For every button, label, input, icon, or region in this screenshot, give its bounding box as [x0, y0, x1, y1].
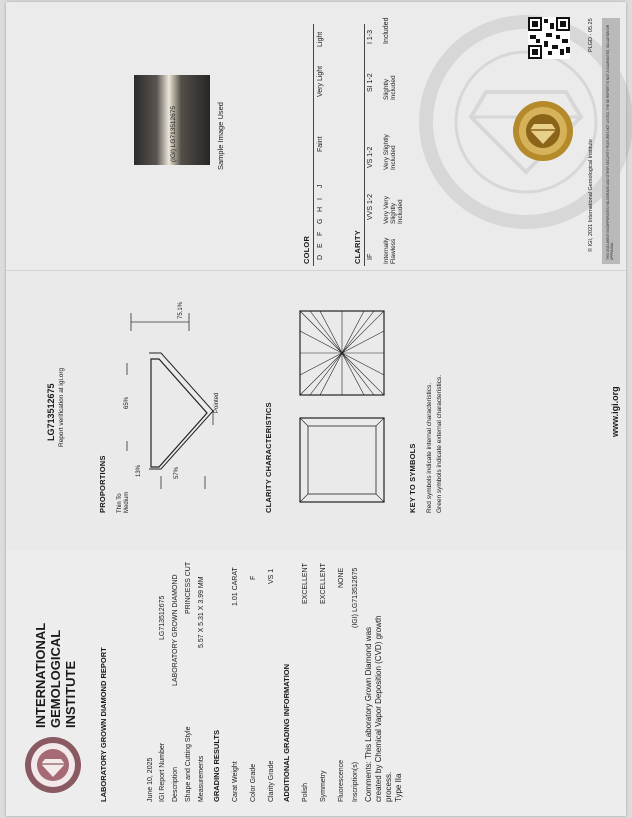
color-scale-line: [313, 24, 314, 266]
symmetry-label: Symmetry: [320, 770, 327, 802]
measurements-label: Measurements: [198, 755, 205, 802]
fluorescence-label: Fluorescence: [338, 759, 345, 802]
pavilion-depth-value: 65%: [124, 396, 130, 409]
symmetry-value: EXCELLENT: [320, 563, 327, 604]
security-note: THIS DOCUMENT INCORPORATES HOLOGRAMS AND OTHER SECURITY FEATURES NOT LISTED. THE IGI REPORT IS NOT A GUARANTEE, VALUATION OR APPRAISAL.: [606, 24, 614, 260]
igi-seal-icon: [24, 736, 82, 794]
girdle-line-1: Thin To: [117, 493, 123, 513]
report-date: June 10, 2025: [147, 757, 154, 802]
additional-info-title: ADDITIONAL GRADING INFORMATION: [282, 663, 291, 802]
grading-results-title: GRADING RESULTS: [212, 730, 221, 802]
color-desc-faint: Faint: [317, 136, 324, 152]
clarity-desc-si: Slightly Included: [383, 75, 397, 100]
color-grade-value: F: [250, 575, 257, 580]
clarity-plot-pavilion: [298, 309, 386, 397]
clarity-scale-title: CLARITY: [353, 230, 362, 264]
clarity-grade-label: Clarity Grade: [268, 760, 275, 802]
key-red-text: Red symbols indicate internal characteristics.: [426, 382, 433, 513]
proportions-title: PROPORTIONS: [98, 455, 107, 513]
fluorescence-value: NONE: [338, 567, 345, 588]
key-green-text: Green symbols indicate external characteristics.: [436, 374, 443, 513]
clarity-scale-line: [364, 24, 365, 266]
color-grade-j: J: [317, 184, 324, 188]
clarity-desc-if: Internally Flawless: [383, 237, 397, 264]
clarity-desc-vvs: Very Very Slightly Included: [383, 196, 404, 224]
clarity-grade-i: I 1-3: [367, 29, 374, 44]
copyright-text: © IGI, 2021 International Gemological Institute: [588, 139, 594, 252]
proportion-diagram: [121, 301, 221, 501]
comments-line-3: process.: [384, 771, 393, 802]
crown-height-value: 13%: [136, 464, 142, 477]
clarity-grade-vvs: VVS 1-2: [367, 193, 374, 220]
clarity-grade-vs: VS 1-2: [367, 146, 374, 168]
comments-line-2: created by Chemical Vapor Deposition (CVD) growth: [374, 615, 383, 802]
color-scale-title: COLOR: [302, 235, 311, 264]
polish-label: Polish: [302, 782, 309, 802]
website-url: www.igi.org: [610, 386, 620, 437]
measurements-value: 5.57 X 5.31 X 3.99 MM: [198, 576, 205, 648]
institute-name-line-2: GEMOLOGICAL: [48, 629, 63, 728]
institute-name-line-3: INSTITUTE: [63, 660, 78, 728]
shape-value: PRINCESS CUT: [185, 561, 192, 614]
form-code: PLGD - 05.25: [588, 18, 594, 52]
photo-inscription: (IGI) LG713512675: [170, 105, 177, 162]
clarity-characteristics-title: CLARITY CHARACTERISTICS: [264, 402, 273, 513]
inscription-label: Inscription(s): [352, 761, 359, 802]
verification-text: Report verification at igi.org: [58, 367, 65, 447]
clarity-desc-vs: Very Slightly Included: [383, 134, 397, 170]
photo-caption: Sample Image Used: [216, 102, 225, 170]
panel-proportions: [6, 270, 626, 552]
color-grade-label: Color Grade: [250, 763, 257, 802]
carat-value: 1.01 CARAT: [232, 567, 239, 606]
report-type-title: LABORATORY GROWN DIAMOND REPORT: [99, 647, 108, 802]
table-value: 57%: [174, 466, 180, 479]
qr-code-icon: [528, 17, 570, 59]
color-desc-very-light: Very Light: [317, 65, 324, 97]
color-grade-e: E: [317, 243, 324, 248]
description-value: LABORATORY GROWN DIAMOND: [172, 574, 179, 686]
color-grade-h: H: [317, 206, 324, 212]
report-number-value: LG713512675: [159, 595, 166, 640]
diamond-profile: [151, 359, 207, 467]
description-label: Description: [172, 766, 179, 802]
girdle-line-2: Medium: [124, 491, 130, 513]
comments-line-1: Comments: This Laboratory Grown Diamond was: [364, 626, 373, 802]
shape-label: Shape and Cutting Style: [185, 726, 192, 802]
panel-scales: [6, 2, 626, 270]
key-to-symbols-title: KEY TO SYMBOLS: [408, 443, 417, 513]
color-grade-f: F: [317, 231, 324, 236]
clarity-plot-crown: [298, 416, 386, 504]
total-depth-value: 75.1%: [178, 301, 184, 319]
carat-label: Carat Weight: [232, 761, 239, 802]
clarity-grade-value: VS 1: [268, 568, 275, 584]
report-number-label: IGI Report Number: [159, 742, 166, 802]
igi-gold-seal-icon: [512, 100, 574, 162]
color-grade-d: D: [317, 254, 324, 260]
proportions-report-id: LG713512675: [46, 383, 56, 441]
culet-value: Pointed: [214, 392, 220, 413]
institute-name-line-1: INTERNATIONAL: [33, 622, 48, 728]
panel-report-details: [6, 550, 626, 816]
color-grade-g: G: [317, 218, 324, 224]
clarity-desc-i: Included: [383, 17, 390, 44]
clarity-grade-si: SI 1-2: [367, 73, 374, 92]
comments-line-4: Type IIa: [394, 773, 403, 802]
color-desc-light: Light: [317, 31, 324, 47]
clarity-grade-if: IF: [367, 253, 374, 260]
polish-value: EXCELLENT: [302, 563, 309, 604]
color-grade-i: I: [317, 198, 324, 200]
inscription-value: (IGI) LG713512675: [352, 567, 359, 628]
report-sheet: [6, 2, 626, 816]
